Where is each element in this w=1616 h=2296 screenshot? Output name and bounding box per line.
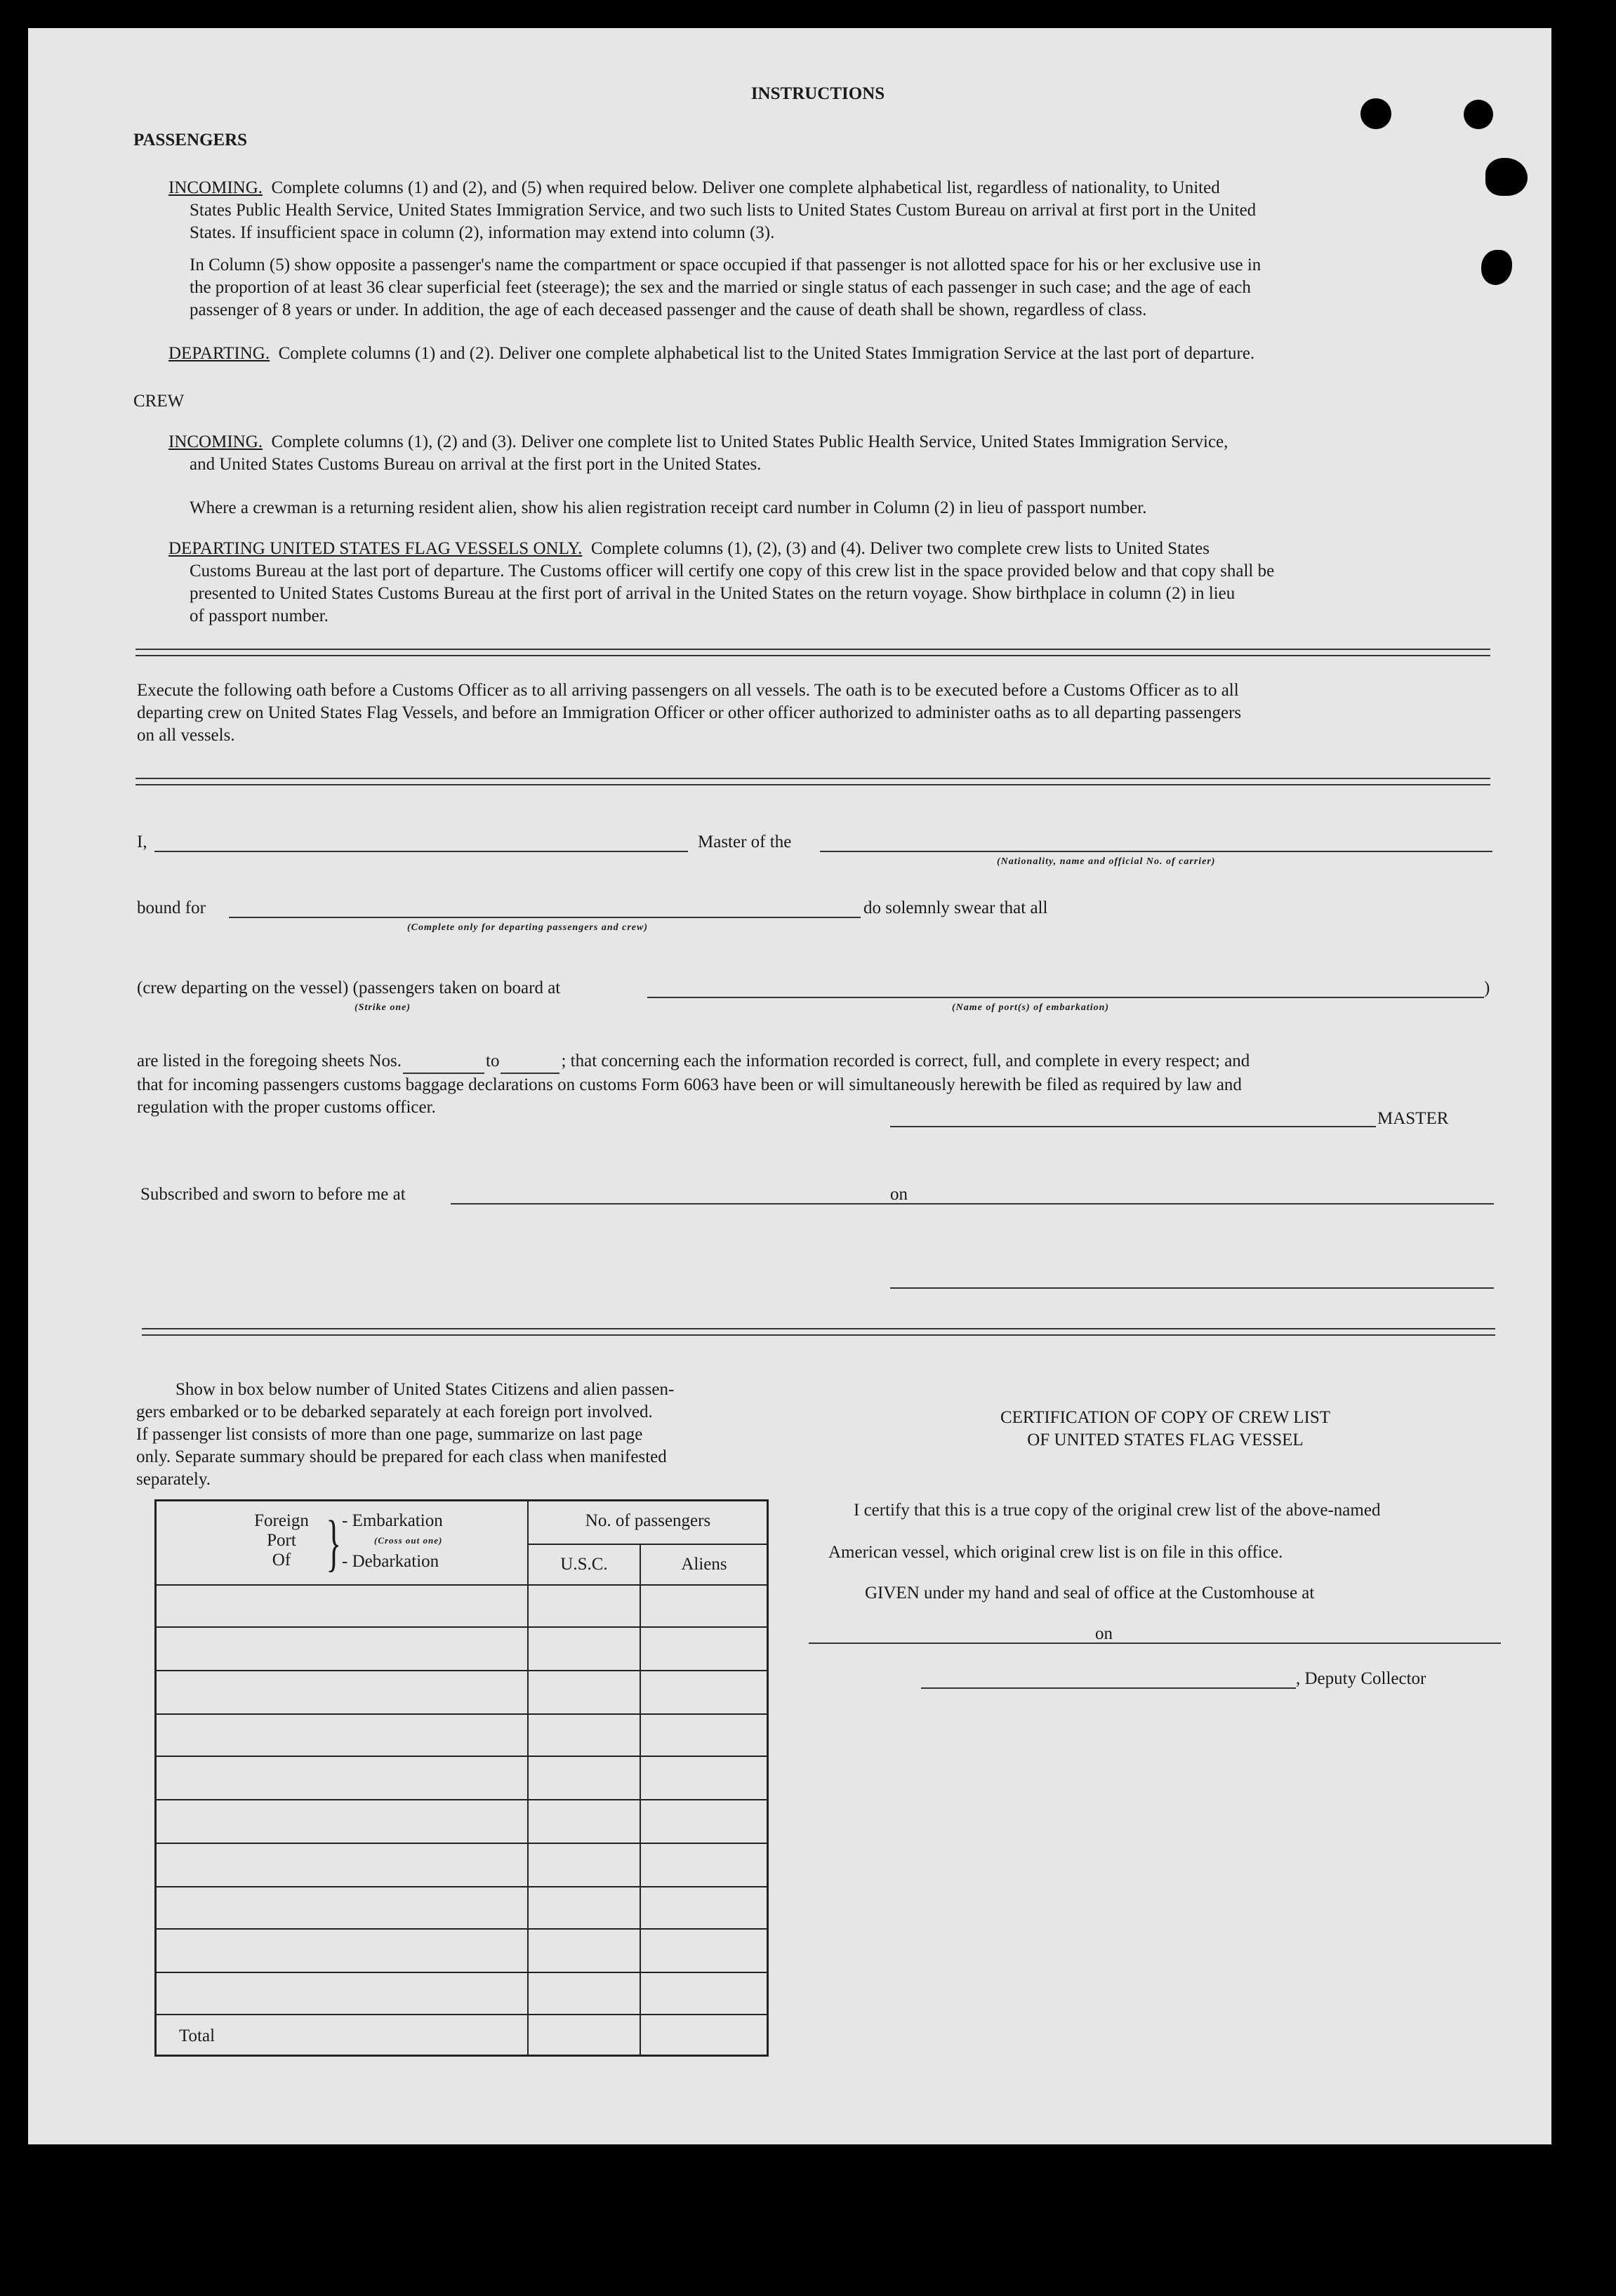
divider-2b	[135, 784, 1490, 785]
oath-listed-line3: regulation with the proper customs officer.	[137, 1098, 436, 1117]
ink-blot-1	[1485, 158, 1528, 196]
oath-crew-departing: (crew departing on the vessel) (passengers taken on board at	[137, 978, 561, 997]
divider-2a	[135, 778, 1490, 779]
oath-bound-line[interactable]	[229, 917, 861, 918]
form-page	[28, 28, 1551, 2144]
certification-line1: I certify that this is a true copy of the original crew list of the above-named	[854, 1501, 1381, 1520]
oath-port-line[interactable]	[647, 997, 1484, 998]
passengers-incoming-line2: States Public Health Service, United States Immigration Service, and two such lists to United States Custom Bureau on arrival at first port in the United	[190, 201, 1257, 220]
customhouse-line[interactable]	[809, 1643, 1116, 1644]
table-cross-out: (Cross out one)	[374, 1535, 443, 1546]
bound-note: (Complete only for departing passengers and crew)	[407, 922, 648, 933]
crew-flag-line2: Customs Bureau at the last port of departure. The Customs officer will certify one copy of this crew list in the space provided below and that copy shall be	[190, 562, 1275, 580]
subscribed-label: Subscribed and sworn to before me at	[140, 1185, 406, 1204]
divider-3a	[142, 1328, 1495, 1329]
passengers-col5-para	[190, 254, 1488, 321]
passengers-incoming-para	[168, 177, 1488, 244]
summary-line2: gers embarked or to be debarked separately at each foreign port involved.	[136, 1402, 653, 1421]
crew-incoming-para	[168, 431, 1488, 476]
port-note: (Name of port(s) of embarkation)	[952, 1002, 1110, 1013]
oath-intro-line1: Execute the following oath before a Customs Officer as to all arriving passengers on all vessels. The oath is to be executed before a Customs Officer as to all	[137, 681, 1239, 700]
certification-line2: American vessel, which original crew list is on file in this office.	[828, 1543, 1283, 1562]
oath-listed-line2: that for incoming passengers customs baggage declarations on customs Form 6063 have been or will simultaneously herewith be filed as required by law and	[137, 1075, 1242, 1094]
certification-on-label: on	[1095, 1624, 1113, 1643]
table-hline-r7	[157, 1886, 767, 1887]
table-hline-r4	[157, 1756, 767, 1757]
passengers-incoming-line1: Complete columns (1) and (2), and (5) when required below. Deliver one complete alphabetical list, regardless of nationality, to United	[271, 178, 1220, 197]
table-hline-r8	[157, 1928, 767, 1930]
certification-title1: CERTIFICATION OF COPY OF CREW LIST	[1000, 1408, 1331, 1427]
certification-line3: GIVEN under my hand and seal of office at the Customhouse at	[865, 1584, 1315, 1602]
crew-resident-text: Where a crewman is a returning resident alien, show his alien registration receipt card number in Column (2) in lieu of passport number.	[190, 498, 1147, 517]
divider-1a	[135, 649, 1490, 650]
table-hline-sub	[527, 1544, 767, 1545]
sheet-from-line[interactable]	[403, 1050, 484, 1074]
summary-line1: Show in box below number of United States Citizens and alien passen-	[175, 1380, 675, 1399]
oath-name-line[interactable]	[154, 851, 688, 852]
table-embarkation: - Embarkation	[342, 1511, 443, 1530]
table-of: Of	[272, 1551, 291, 1570]
table-foreign: Foreign	[254, 1511, 309, 1530]
crew-incoming-line1: Complete columns (1), (2) and (3). Deliver one complete list to United States Public Health Service, United States Immigration Service,	[271, 432, 1228, 451]
crew-flag-label: DEPARTING UNITED STATES FLAG VESSELS ONLY.	[168, 539, 583, 558]
oath-listed-to: to	[486, 1051, 500, 1070]
subscribed-date-line[interactable]	[915, 1203, 1494, 1205]
oath-listed-b: ; that concerning each the information recorded is correct, full, and complete in every respect; and	[561, 1051, 1250, 1070]
oath-i-label: I,	[137, 832, 147, 851]
summary-para	[136, 1379, 789, 1491]
passengers-heading: PASSENGERS	[133, 131, 248, 150]
passengers-departing-text: Complete columns (1) and (2). Deliver one complete alphabetical list to the United States Immigration Service at the last port of departure.	[278, 344, 1255, 363]
sheet-to-line[interactable]	[501, 1050, 559, 1074]
table-aliens: Aliens	[681, 1555, 727, 1574]
oath-intro	[137, 679, 1492, 747]
divider-1b	[135, 655, 1490, 656]
carrier-note: (Nationality, name and official No. of carrier)	[997, 856, 1216, 867]
passengers-incoming-line3: States. If insufficient space in column (2), information may extend into column (3).	[190, 223, 775, 242]
subscribed-on-label: on	[890, 1185, 908, 1204]
oath-intro-line3: on all vessels.	[137, 726, 235, 745]
page-title: INSTRUCTIONS	[750, 84, 885, 103]
table-no-passengers: No. of passengers	[585, 1511, 711, 1530]
strike-one-note: (Strike one)	[355, 1002, 411, 1013]
crew-flag-line4: of passport number.	[190, 606, 329, 625]
oath-listed-para	[137, 1050, 1495, 1119]
passengers-departing-para	[168, 343, 1488, 365]
oath-bound-for: bound for	[137, 898, 206, 917]
table-hline-r3	[157, 1713, 767, 1715]
oath-intro-line2: departing crew on United States Flag Vessels, and before an Immigration Officer or other officer authorized to administer oaths as to all departing passengers	[137, 703, 1242, 722]
table-hline-r9	[157, 1972, 767, 1973]
certification-title2: OF UNITED STATES FLAG VESSEL	[1027, 1431, 1304, 1449]
table-usc: U.S.C.	[560, 1555, 608, 1574]
crew-incoming-label: INCOMING.	[168, 432, 263, 451]
crew-flag-line3: presented to United States Customs Bureau at the first port of arrival in the United States on the return voyage. Show birthplace in column (2) in lieu	[190, 584, 1236, 603]
table-hline-header	[157, 1584, 767, 1586]
divider-3b	[142, 1334, 1495, 1336]
table-hline-r1	[157, 1626, 767, 1628]
table-debarkation: - Debarkation	[342, 1552, 439, 1571]
crew-flag-para	[168, 538, 1488, 628]
subscribed-place-line[interactable]	[451, 1203, 915, 1205]
col5-line2: the proportion of at least 36 clear superficial feet (steerage); the sex and the married or single status of each passenger in such case; and the age of each	[190, 278, 1251, 297]
table-total: Total	[179, 2026, 216, 2045]
table-hline-r5	[157, 1799, 767, 1800]
oath-carrier-line[interactable]	[820, 851, 1492, 852]
deputy-collector-label: , Deputy Collector	[1296, 1669, 1426, 1688]
crew-incoming-line2: and United States Customs Bureau on arrival at the first port in the United States.	[190, 455, 762, 474]
col5-line3: passenger of 8 years or under. In addition, the age of each deceased passenger and the cause of death shall be shown, regardless of class.	[190, 300, 1147, 319]
passengers-incoming-label: INCOMING.	[168, 178, 263, 197]
officer-signature-line[interactable]	[890, 1287, 1494, 1289]
oath-close-paren: )	[1484, 978, 1490, 997]
table-hline-r10	[157, 2014, 767, 2015]
master-label: MASTER	[1377, 1109, 1449, 1128]
summary-line4: only. Separate summary should be prepared for each class when manifested	[136, 1447, 667, 1466]
crew-flag-line1: Complete columns (1), (2), (3) and (4). Deliver two complete crew lists to United States	[590, 539, 1210, 558]
summary-line3: If passenger list consists of more than one page, summarize on last page	[136, 1425, 643, 1444]
table-hline-r2	[157, 1670, 767, 1671]
brace-icon: }	[326, 1508, 342, 1578]
table-hline-r6	[157, 1843, 767, 1844]
deputy-signature-line[interactable]	[921, 1687, 1296, 1689]
certification-date-line[interactable]	[1116, 1643, 1501, 1644]
crew-heading: CREW	[133, 392, 185, 411]
certification-title	[814, 1407, 1516, 1452]
table-port: Port	[267, 1531, 296, 1550]
col5-line1: In Column (5) show opposite a passenger's name the compartment or space occupied if that passenger is not allotted space for his or her exclusive use in	[190, 256, 1261, 274]
oath-swear: do solemnly swear that all	[863, 898, 1048, 917]
passenger-summary-table	[154, 1499, 769, 2057]
summary-line5: separately.	[136, 1470, 211, 1489]
passengers-departing-label: DEPARTING.	[168, 344, 270, 363]
master-signature-line[interactable]	[890, 1126, 1376, 1127]
oath-listed-a: are listed in the foregoing sheets Nos.	[137, 1051, 402, 1070]
oath-master-of: Master of the	[698, 832, 792, 851]
